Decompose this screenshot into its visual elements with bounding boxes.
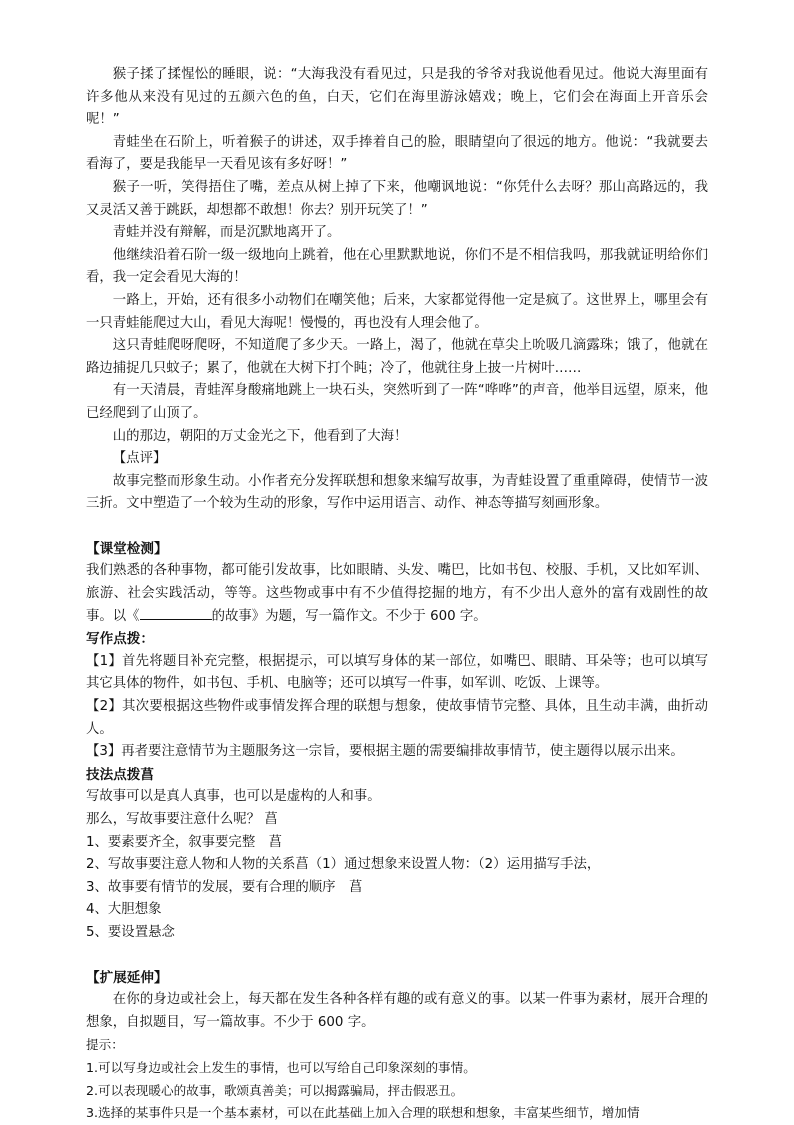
title-blank [140,607,212,620]
tip-item: 【1】首先将题目补充完整，根据提示，可以填写身体的某一部位，如嘴巴、眼睛、耳朵等；也可以填写其它具体的物件，如书包、手机、电脑等；还可以填写一件事，如军训、吃饭、上课等。 [86,653,708,692]
story-paragraph: 他继续沿着石阶一级一级地向上跳着，他在心里默默地说，你们不是不相信我吗，那我就证明给你们看，我一定会看见大海的！ [86,247,708,286]
tips-heading: 写作点拨： [86,631,154,648]
hint-item: 2.可以表现暖心的故事，歌颂真善美；可以揭露骗局，抨击假恶丑。 [86,1082,464,1098]
prompt-text-before: 我们熟悉的各种事物，都可能引发故事，比如眼睛、头发、嘴巴，比如书包、校服、手机，又比如军训、旅游、社会实践活动，等等。这些物或事中有不少值得挖掘的地方，有不少出人意外的富有戏剧性的故事。以《 [86,563,708,624]
skill-item: 3、故事要有情节的发展，要有合理的顺序 菖 [86,879,363,895]
story-paragraph: 猴子一听，笑得捂住了嘴，差点从树上掉了下来，他嘲讽地说：“你凭什么去呀？那山高路远的，我又灵活又善于跳跃，却想都不敢想！你去？别开玩笑了！” [86,179,708,218]
tip-item: 【2】其次要根据这些物件或事情发挥合理的联想与想象，使故事情节完整、具体，且生动丰满，曲折动人。 [86,699,708,737]
skill-item: 写故事可以是真人真事，也可以是虚构的人和事。 [86,789,381,805]
extension-heading: 【扩展延伸】 [86,969,168,986]
skill-item: 5、要设置悬念 [86,924,175,940]
section-spacer [86,945,708,967]
story-paragraph: 这只青蛙爬呀爬呀，不知道爬了多少天。一路上，渴了，他就在草尖上吮吸几滴露珠；饿了，他就在路边捕捉几只蚊子；累了，他就在大树下打个盹；冷了，他就往身上披一片树叶…… [86,338,708,376]
skill-item: 那么，写故事要注意什么呢？ 菖 [86,812,278,827]
skill-item: 4、大胆想象 [86,902,162,918]
skill-item: 2、写故事要注意人物和人物的关系菖（1）通过想象来设置人物：（2）运用描写手法， [86,857,601,873]
extension-text: 在你的身边或社会上，每天都在发生各种各样有趣的或有意义的事。以某一件事为素材，展开合理的想象，自拟题目，写一篇故事。不少于 600 字。 [86,992,708,1030]
story-paragraph: 一路上，开始，还有很多小动物们在嘲笑他；后来，大家都觉得他一定是疯了。这世界上，哪里会有一只青蛙能爬过大山，看见大海呢！慢慢的，再也没有人理会他了。 [86,292,708,331]
prompt-text-after: 的故事》为题，写一篇作文。不少于 600 字。 [211,608,487,624]
hint-label: 提示： [86,1037,124,1053]
section-spacer [86,516,708,538]
story-paragraph: 山的那边，朝阳的万丈金光之下，他看到了大海！ [112,428,408,444]
classroom-prompt [86,560,708,628]
story-paragraph: 青蛙坐在石阶上，听着猴子的讲述，双手捧着自己的脸，眼睛望向了很远的地方。他说：“我就要去看海了，要是我能早一天看见该有多好呀！” [86,134,708,173]
story-paragraph: 有一天清晨，青蛙浑身酸痛地跳上一块石头，突然听到了一阵“哗哗”的声音，他举目远望，原来，他已经爬到了山顶了。 [86,383,708,421]
classroom-section [86,538,708,945]
comment-text: 故事完整而形象生动。小作者充分发挥联想和想象来编写故事，为青蛙设置了重重障碍，使情节一波三折。文中塑造了一个较为生动的形象，写作中运用语言、动作、神态等描写刻画形象。 [86,473,708,512]
story-paragraph: 青蛙并没有辩解，而是沉默地离开了。 [112,225,341,241]
skills-heading: 技法点拨菖 [86,766,154,783]
hint-item: 3.选择的某事件只是一个基本素材，可以在此基础上加入合理的联想和想象，丰富某些细节，增加情 [86,1105,640,1121]
story-paragraph: 猴子揉了揉惺忪的睡眼，说：“大海我没有看见过，只是我的爷爷对我说他看见过。他说大海里面有许多他从来没有见过的五颜六色的鱼，白天，它们在海里游泳嬉戏；晚上，它们会在海面上开音乐会呢！” [86,67,708,128]
tip-item: 【3】再者要注意情节为主题服务这一宗旨，要根据主题的需要编排故事情节，使主题得以展示出来。 [86,744,684,760]
document-page [86,64,708,1125]
classroom-heading: 【课堂检测】 [86,540,168,557]
comment-heading: 【点评】 [112,451,167,467]
extension-section [86,967,708,1125]
hint-item: 1.可以写身边或社会上发生的事情，也可以写给自己印象深刻的事情。 [86,1059,476,1075]
story-section [86,64,708,516]
skill-item: 1、要素要齐全，叙事要完整 菖 [86,834,282,850]
